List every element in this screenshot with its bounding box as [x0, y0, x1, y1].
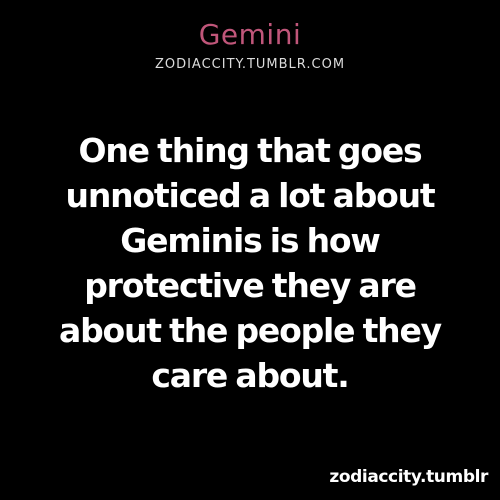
quote-text [20, 128, 480, 398]
quote-line: care about. [151, 356, 349, 395]
watermark: zodiaccity.tumblr [329, 467, 488, 487]
quote-line: One thing that goes [78, 131, 422, 170]
quote-line: about the people they [59, 311, 441, 350]
sign-title: Gemini [198, 18, 302, 51]
site-url: ZODIACCITY.TUMBLR.COM [154, 57, 346, 72]
quote-line: protective they are [84, 266, 416, 305]
quote-line: Geminis is how [120, 221, 380, 260]
quote-line: unnoticed a lot about [65, 176, 435, 215]
